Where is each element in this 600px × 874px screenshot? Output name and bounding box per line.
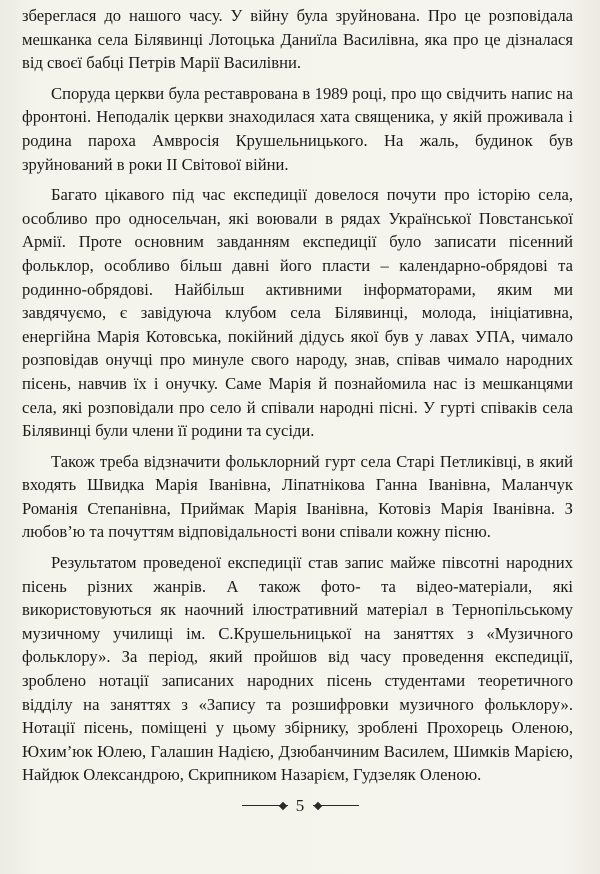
body-text bbox=[22, 4, 573, 794]
ornament-right-icon bbox=[313, 803, 359, 809]
paragraph-2: Споруда церкви була реставрована в 1989 році, про що свідчить напис на фронтоні. Неподалік церкви знаходилася хата священика, у якій проживала і родина пароха Амвросія Крушельницького. На жаль, будинок був зруйнований в роки ІІ Світової війни. bbox=[22, 83, 573, 174]
ornament-left-icon bbox=[242, 803, 288, 809]
paragraph-3: Багато цікавого під час експедиції довелося почути про історію села, особливо про односельчан, які воювали в рядах Української Повстанської Армії. Проте основним завданням експедиції було записати пісенний фольклор, особливо більш давні його пласти – календарно-обрядові та родинно-обрядові. Найбільш активними інформаторами, яким ми завдячуємо, є завідуюча клубом села Білявинці, молода, ініціативна, енергійна Марія Котовська, покійний дідусь якої був у лавах УПА, чимало розповідав онучці про минуле свого народу, знав, співав чимало народних пісень, навчив їх і онучку. Саме Марія й познайомила нас із мешканцями села, які розповідали про село й співали народні пісні. У гуртi співаків села Білявинці були члени її родини та сусіди. bbox=[22, 185, 573, 441]
page-number: 5 bbox=[295, 796, 305, 816]
page-footer bbox=[0, 795, 600, 816]
paragraph-5: Результатом проведеної експедиції став запис майже півсотні народних пісень різних жанрів. А також фото- та відео-матеріали, які використовуються як наочний ілюстративний матеріал в Тернопільському музичному училищі ім. С.Крушельницької на заняттях з «Музичного фольклору». За період, який пройшов від часу проведення експедиції, зроблено нотації записаних народних пісень студентами теоретичного відділу на заняттях з «Запису та розшифровки музичного фольклору». Нотації пісень, поміщені у цьому збірнику, зроблені Прохорець Оленою, Юхим’юк Юлею, Галашин Надією, Дзюбанчиним Василем, Шимків Марією, Найдюк Олександрою, Скрипником Назарієм, Гудзеляк Оленою. bbox=[22, 553, 573, 785]
paragraph-4: Також треба відзначити фольклорний гурт села Старі Петликівці, в який входять Швидка Марія Іванівна, Ліпатнікова Ганна Іванівна, Маланчук Романія Степанівна, Приймак Марія Іванівна, Котовіз Марія Іванівна. З любов’ю та почуттям відповідальності вони співали кожну пісню. bbox=[22, 451, 573, 542]
paragraph-1: збереглася до нашого часу. У війну була зруйнована. Про це розповідала мешканка села Білявинці Лотоцька Даниїла Василівна, яка про це дізналася від своєї бабці Петрів Марії Василівни. bbox=[22, 6, 573, 73]
